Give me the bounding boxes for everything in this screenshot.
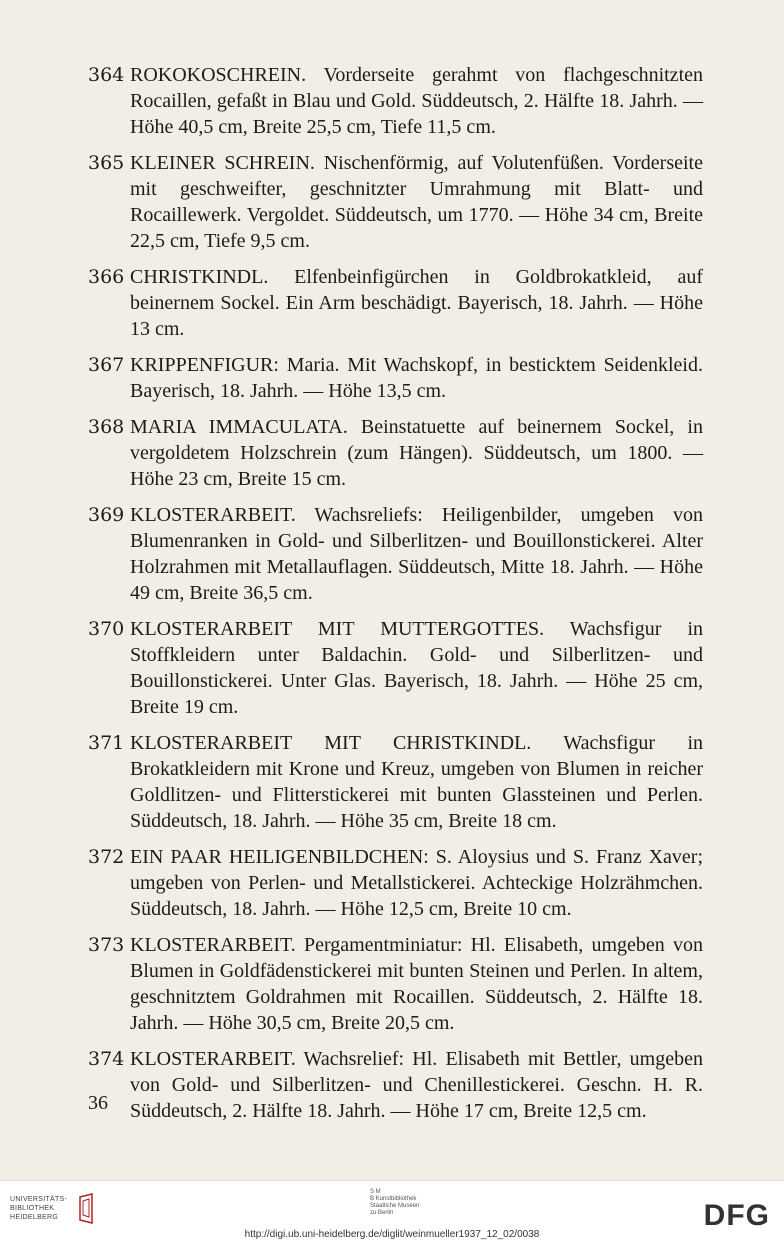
entry-text: MARIA IMMACULATA. Beinstatuette auf beinernem Sockel, in vergoldetem Holzschrein (zum Hängen). Süddeutsch, um 1800. — Höhe 23 cm, Breite 15 cm. [130, 416, 703, 490]
catalog-entry [88, 616, 703, 720]
entry-text: KLOSTERARBEIT. Wachsreliefs: Heiligenbilder, umgeben von Blumenranken in Gold- und Silberlitzen- und Bouillonstickerei. Alter Holzrahmen mit Metallauflagen. Süddeutsch, Mitte 18. Jahrh. — Höhe 49 cm, Breite 36,5 cm. [130, 504, 703, 604]
library-logo-text [10, 1195, 67, 1222]
library-emblem-icon [76, 1193, 96, 1225]
entry-text: KLOSTERARBEIT MIT CHRISTKINDL. Wachsfigur in Brokatkleidern mit Krone und Kreuz, umgeben von Blumen in reicher Goldlitzen- und Flitterstickerei mit bunten Glassteinen und Perlen. Süddeutsch, 18. Jahrh. — Höhe 35 cm, Breite 18 cm. [130, 732, 703, 832]
digitization-footer [0, 1180, 784, 1244]
source-url[interactable]: http://digi.ub.uni-heidelberg.de/diglit/weinmueller1937_12_02/0038 [244, 1229, 540, 1240]
entry-number: 371 [88, 732, 125, 754]
entry-number: 368 [88, 416, 125, 438]
catalog-entry [88, 1046, 703, 1124]
catalog-entry [88, 502, 703, 606]
entry-number: 373 [88, 934, 125, 956]
provenance-line: zu Berlin [370, 1210, 394, 1216]
catalog-entry [88, 414, 703, 492]
provenance-line: Staatliche Museen [370, 1203, 420, 1209]
catalog-entry [88, 730, 703, 834]
catalog-entry [88, 150, 703, 254]
entry-text: KRIPPENFIGUR: Maria. Mit Wachskopf, in besticktem Seidenkleid. Bayerisch, 18. Jahrh. — Höhe 13,5 cm. [130, 354, 703, 402]
library-line: BIBLIOTHEK [10, 1205, 55, 1212]
catalog-entry [88, 844, 703, 922]
entry-text: EIN PAAR HEILIGENBILDCHEN: S. Aloysius und S. Franz Xaver; umgeben von Perlen- und Metallstickerei. Achteckige Holzrähmchen. Süddeutsch, 18. Jahrh. — Höhe 12,5 cm, Breite 10 cm. [130, 846, 703, 920]
entry-number: 370 [88, 618, 125, 640]
library-line: HEIDELBERG [10, 1214, 59, 1221]
catalog-entry [88, 264, 703, 342]
provenance-line: B Kunstbibliothek [370, 1196, 417, 1202]
entry-number: 366 [88, 266, 125, 288]
catalog-entry [88, 932, 703, 1036]
entry-text: KLOSTERARBEIT. Wachsrelief: Hl. Elisabeth mit Bettler, umgeben von Gold- und Silberlitzen- und Chenillestickerei. Geschn. H. R. Süddeutsch, 2. Hälfte 18. Jahrh. — Höhe 17 cm, Breite 12,5 cm. [130, 1048, 703, 1122]
entry-text: KLOSTERARBEIT MIT MUTTERGOTTES. Wachsfigur in Stoffkleidern unter Baldachin. Gold- und Silberlitzen- und Bouillonstickerei. Unter Glas. Bayerisch, 18. Jahrh. — Höhe 25 cm, Breite 19 cm. [130, 618, 703, 718]
library-line: UNIVERSITÄTS- [10, 1196, 68, 1203]
entry-text: ROKOKOSCHREIN. Vorderseite gerahmt von flachgeschnitzten Rocaillen, gefaßt in Blau und Gold. Süddeutsch, 2. Hälfte 18. Jahrh. — Höhe 40,5 cm, Breite 25,5 cm, Tiefe 11,5 cm. [130, 64, 703, 138]
catalog-entry [88, 62, 703, 140]
entry-text: KLEINER SCHREIN. Nischenförmig, auf Volutenfüßen. Vorderseite mit geschweifter, geschnitzter Umrahmung mit Blatt- und Rocaillewerk. Vergoldet. Süddeutsch, um 1770. — Höhe 34 cm, Breite 22,5 cm, Tiefe 9,5 cm. [130, 152, 703, 252]
entry-text: KLOSTERARBEIT. Pergamentminiatur: Hl. Elisabeth, umgeben von Blumen in Goldfädenstickerei mit bunten Steinen und Perlen. In altem, geschnitztem Goldrahmen mit Rocaillen. Süddeutsch, 2. Hälfte 18. Jahrh. — Höhe 30,5 cm, Breite 20,5 cm. [130, 934, 703, 1034]
catalog-entry [88, 352, 703, 404]
entry-number: 367 [88, 354, 125, 376]
catalog-entries [88, 62, 703, 1134]
entry-number: 372 [88, 846, 125, 868]
entry-number: 364 [88, 64, 125, 86]
entry-number: 365 [88, 152, 125, 174]
page-number: 36 [88, 1092, 108, 1114]
dfg-logo: DFG [703, 1199, 770, 1232]
entry-number: 374 [88, 1048, 125, 1070]
entry-text: CHRISTKINDL. Elfenbeinfigürchen in Goldbrokatkleid, auf beinernem Sockel. Ein Arm beschädigt. Bayerisch, 18. Jahrh. — Höhe 13 cm. [130, 266, 703, 340]
provenance-block [370, 1189, 419, 1217]
provenance-line: S M [370, 1189, 381, 1195]
entry-number: 369 [88, 504, 125, 526]
